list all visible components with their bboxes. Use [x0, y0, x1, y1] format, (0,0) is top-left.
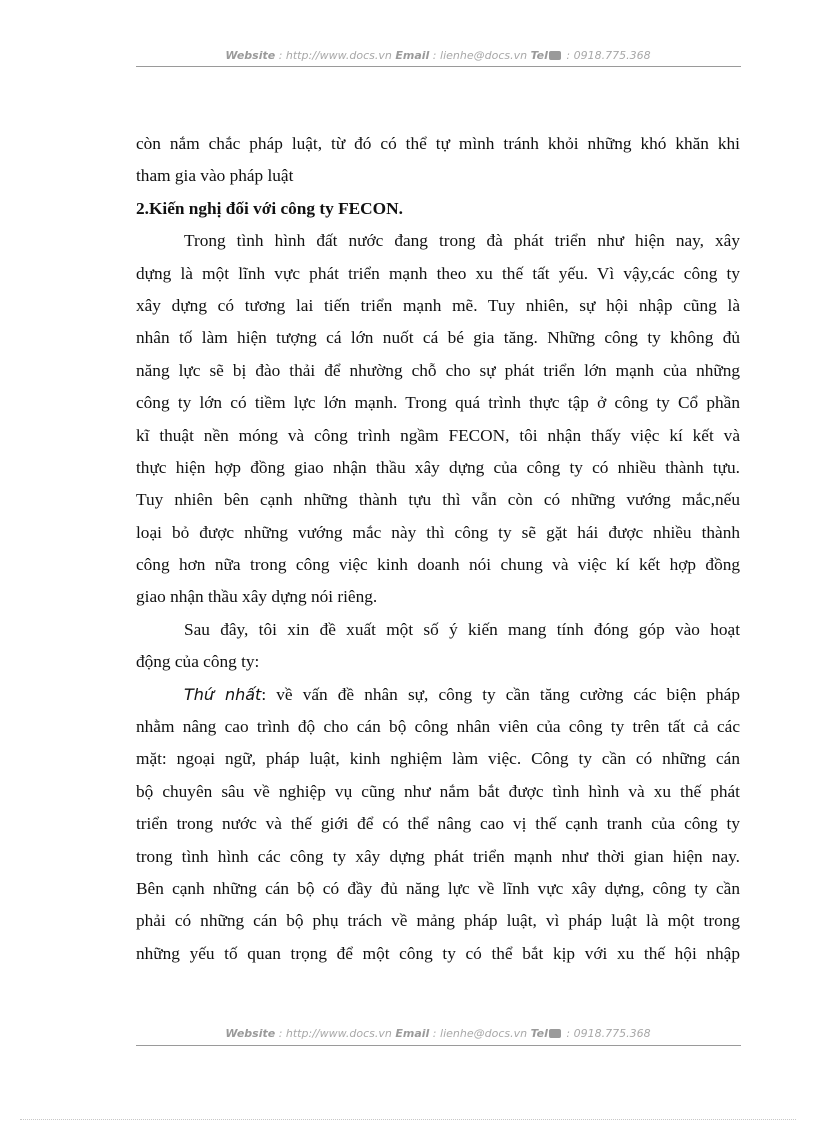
- header-website-value: : http://www.docs.vn: [275, 49, 396, 62]
- text-line: Sau đây, tôi xin đề xuất một số ý kiến mang tính đóng góp vào hoạt: [184, 619, 740, 639]
- header-tel-label: Tel: [530, 49, 548, 62]
- text-line: công hơn nữa trong công việc kinh doanh nói chung và việc kí kết hợp đồng: [136, 555, 740, 575]
- text-line: Bên cạnh những cán bộ có đầy đủ năng lực về lĩnh vực xây dựng, công ty cần: [136, 878, 740, 898]
- text-line: tham gia vào pháp luật: [136, 166, 294, 186]
- footer-tel-value: : 0918.775.368: [562, 1027, 651, 1040]
- footer-email-value: : lienhe@docs.vn: [429, 1027, 531, 1040]
- text-line: phải có những cán bộ phụ trách về mảng pháp luật, vì pháp luật là một trong: [136, 911, 740, 931]
- text-line: nhằm nâng cao trình độ cho cán bộ công nhân viên của công ty trên tất cả các: [136, 717, 740, 737]
- text-line: triển trong nước và thế giới để có thể nâng cao vị thế cạnh tranh của công ty: [136, 814, 740, 834]
- header-email-label: Email: [395, 49, 430, 62]
- text-line: còn nắm chắc pháp luật, từ đó có thể tự mình tránh khỏi những khó khăn khi: [136, 134, 740, 153]
- text-line: xây dựng có tương lai tiến triển mạnh mẽ. Tuy nhiên, sự hội nhập cũng là: [136, 295, 740, 315]
- header-tel-value: : 0918.775.368: [562, 49, 651, 62]
- page-footer: [136, 1023, 740, 1045]
- text-line: Tuy nhiên bên cạnh những thành tựu thì vẫn còn có những vướng mắc,nếu: [136, 490, 740, 510]
- text-line: nhân tố làm hiện tượng cá lớn nuốt cá bé gia tăng. Những công ty không đủ: [136, 328, 740, 348]
- text-line: loại bỏ được những vướng mắc này thì công ty sẽ gặt hái được nhiều thành: [136, 522, 740, 542]
- text-line: mặt: ngoại ngữ, pháp luật, kinh nghiệm làm việc. Công ty cần có những cán: [136, 749, 740, 769]
- text-line: động của công ty:: [136, 652, 260, 672]
- footer-website-value: : http://www.docs.vn: [275, 1027, 396, 1040]
- section-heading: 2.Kiến nghị đối với công ty FECON.: [136, 198, 403, 218]
- text-line: [136, 679, 740, 711]
- header-email-value: : lienhe@docs.vn: [429, 49, 531, 62]
- footer-website-label: Website: [225, 1027, 276, 1040]
- footer-email-label: Email: [395, 1027, 430, 1040]
- header-website-label: Website: [225, 49, 276, 62]
- footer-tel-label: Tel: [530, 1027, 548, 1040]
- text-line: bộ chuyên sâu về nghiệp vụ cũng như nắm bắt được tình hình và xu thế phát: [136, 781, 740, 801]
- page-header: [136, 45, 740, 67]
- document-body: [136, 128, 740, 970]
- text-line: Trong tình hình đất nước đang trong đà phát triển như hiện nay, xây: [184, 231, 740, 251]
- text-line: những yếu tố quan trọng để một công ty có thể bắt kịp với xu thế hội nhập: [136, 943, 740, 963]
- footer-rule: [136, 1045, 741, 1046]
- text-line: trong tình hình các công ty xây dựng phát triển mạnh như thời gian hiện nay.: [136, 846, 740, 866]
- phone-icon: [549, 51, 561, 60]
- text-line: thực hiện hợp đồng giao nhận thầu xây dựng của công ty có nhiều thành tựu.: [136, 457, 740, 477]
- text-line: kĩ thuật nền móng và công trình ngầm FECON, tôi nhận thấy việc kí kết và: [136, 425, 740, 445]
- text-line: dựng là một lĩnh vực phát triển mạnh theo xu thế tất yếu. Vì vậy,các công ty: [136, 263, 740, 283]
- text-line-rest: : về vấn đề nhân sự, công ty cần tăng cường các biện pháp: [261, 684, 740, 704]
- header-rule: [136, 66, 741, 67]
- emphasis-first: Thứ nhất: [184, 684, 262, 704]
- text-line: công ty lớn có tiềm lực lớn mạnh. Trong quá trình thực tập ở công ty Cổ phần: [136, 393, 740, 413]
- text-line: năng lực sẽ bị đào thải để nhường chỗ cho sự phát triển lớn mạnh của những: [136, 360, 740, 380]
- phone-icon: [549, 1029, 561, 1038]
- page-break-divider: [20, 1119, 796, 1120]
- text-line: giao nhận thầu xây dựng nói riêng.: [136, 587, 378, 607]
